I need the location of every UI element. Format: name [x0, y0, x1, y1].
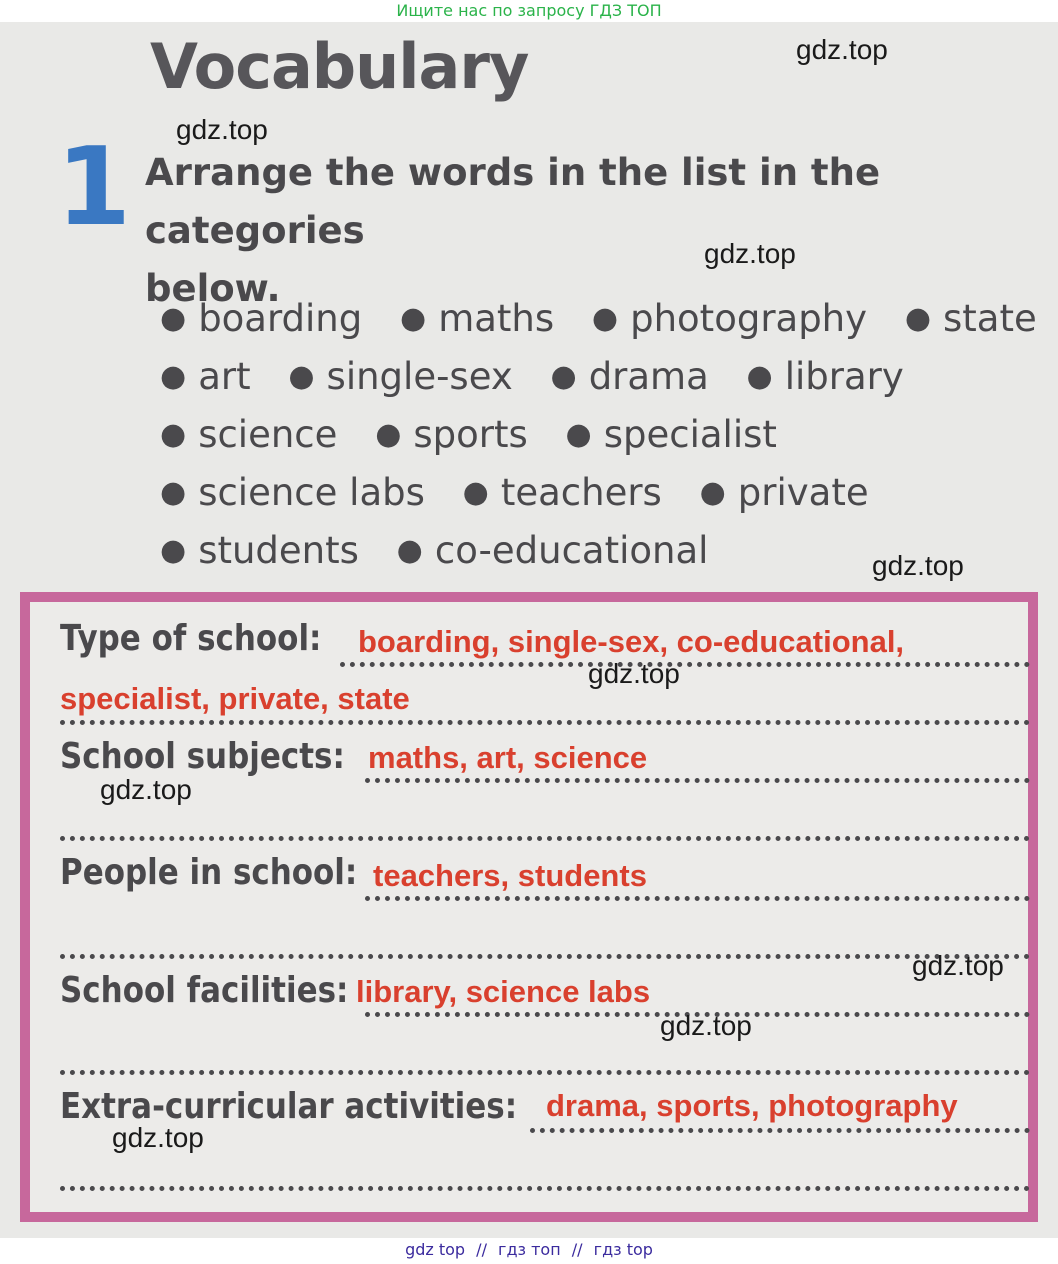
bullet-icon: ●	[462, 475, 489, 510]
bullet-icon: ●	[550, 359, 577, 394]
answer-text: library, science labs	[356, 974, 651, 1009]
footer-separator: //	[571, 1240, 583, 1259]
watermark: gdz.top	[912, 950, 1004, 981]
word-item: ● teachers	[463, 464, 662, 522]
watermark: gdz.top	[112, 1122, 204, 1153]
word-item: ● students	[160, 522, 359, 580]
answer-text: drama, sports, photography	[546, 1088, 958, 1123]
bullet-icon: ●	[160, 533, 187, 568]
watermark: gdz.top	[704, 238, 796, 269]
answer-text: boarding, single-sex, co-educational,	[358, 624, 905, 659]
word-item: ● art	[160, 348, 251, 406]
word-item: ● science labs	[160, 464, 425, 522]
answer-text: maths, art, science	[368, 740, 648, 775]
bullet-icon: ●	[160, 301, 187, 336]
category-label: People in school:	[60, 852, 358, 893]
footer-link[interactable]: gdz top	[405, 1240, 466, 1259]
category-label: Type of school:	[60, 618, 322, 659]
bullet-icon: ●	[699, 475, 726, 510]
bullet-icon: ●	[288, 359, 315, 394]
answer-line	[60, 830, 1030, 841]
watermark: gdz.top	[660, 1010, 752, 1041]
top-banner[interactable]: Ищите нас по запросу ГДЗ ТОП	[0, 0, 1058, 22]
word-item: ● library	[747, 348, 904, 406]
watermark: gdz.top	[872, 550, 964, 581]
watermark: gdz.top	[796, 34, 888, 65]
word-item: ● single-sex	[288, 348, 512, 406]
bullet-icon: ●	[160, 417, 187, 452]
word-item: ● co-educational	[397, 522, 709, 580]
instruction-line-2: below.	[145, 267, 281, 310]
word-list	[160, 290, 1040, 580]
answer-line	[60, 948, 1030, 959]
answer-text: teachers, students	[373, 858, 647, 893]
footer-links	[0, 1238, 1058, 1264]
bullet-icon: ●	[396, 533, 423, 568]
bullet-icon: ●	[375, 417, 402, 452]
footer-link[interactable]: гдз top	[593, 1240, 653, 1259]
word-item: ● maths	[400, 290, 554, 348]
word-item: ● state	[905, 290, 1037, 348]
textbook-page	[0, 22, 1058, 1238]
bullet-icon: ●	[591, 301, 619, 336]
word-item: ● drama	[551, 348, 709, 406]
watermark: gdz.top	[588, 658, 680, 689]
bullet-icon: ●	[565, 417, 592, 452]
word-item: ● photography	[592, 290, 867, 348]
page-title: Vocabulary	[150, 30, 529, 103]
word-item: ● private	[700, 464, 869, 522]
word-row	[160, 290, 1040, 348]
category-label: School facilities:	[60, 970, 349, 1011]
footer-link[interactable]: гдз топ	[498, 1240, 561, 1259]
bullet-icon: ●	[160, 475, 187, 510]
category-label: Extra-curricular activities:	[60, 1086, 518, 1127]
answer-line	[60, 1180, 1030, 1191]
word-item: ● specialist	[566, 406, 777, 464]
word-row	[160, 464, 1040, 522]
watermark: gdz.top	[100, 774, 192, 805]
category-label: School subjects:	[60, 736, 345, 777]
word-row	[160, 406, 1040, 464]
answer-text: specialist, private, state	[60, 681, 410, 716]
word-row	[160, 348, 1040, 406]
bullet-icon: ●	[746, 359, 773, 394]
footer-separator: //	[476, 1240, 487, 1259]
bullet-icon: ●	[400, 301, 427, 336]
word-item: ● science	[160, 406, 337, 464]
bullet-icon: ●	[160, 359, 187, 394]
watermark: gdz.top	[176, 114, 268, 145]
instruction-line-1: Arrange the words in the list in the categories	[145, 151, 881, 252]
word-item: ● boarding	[160, 290, 362, 348]
answer-line	[60, 1064, 1030, 1075]
exercise-number: 1	[56, 125, 132, 250]
word-item: ● sports	[375, 406, 528, 464]
bullet-icon: ●	[904, 301, 931, 336]
